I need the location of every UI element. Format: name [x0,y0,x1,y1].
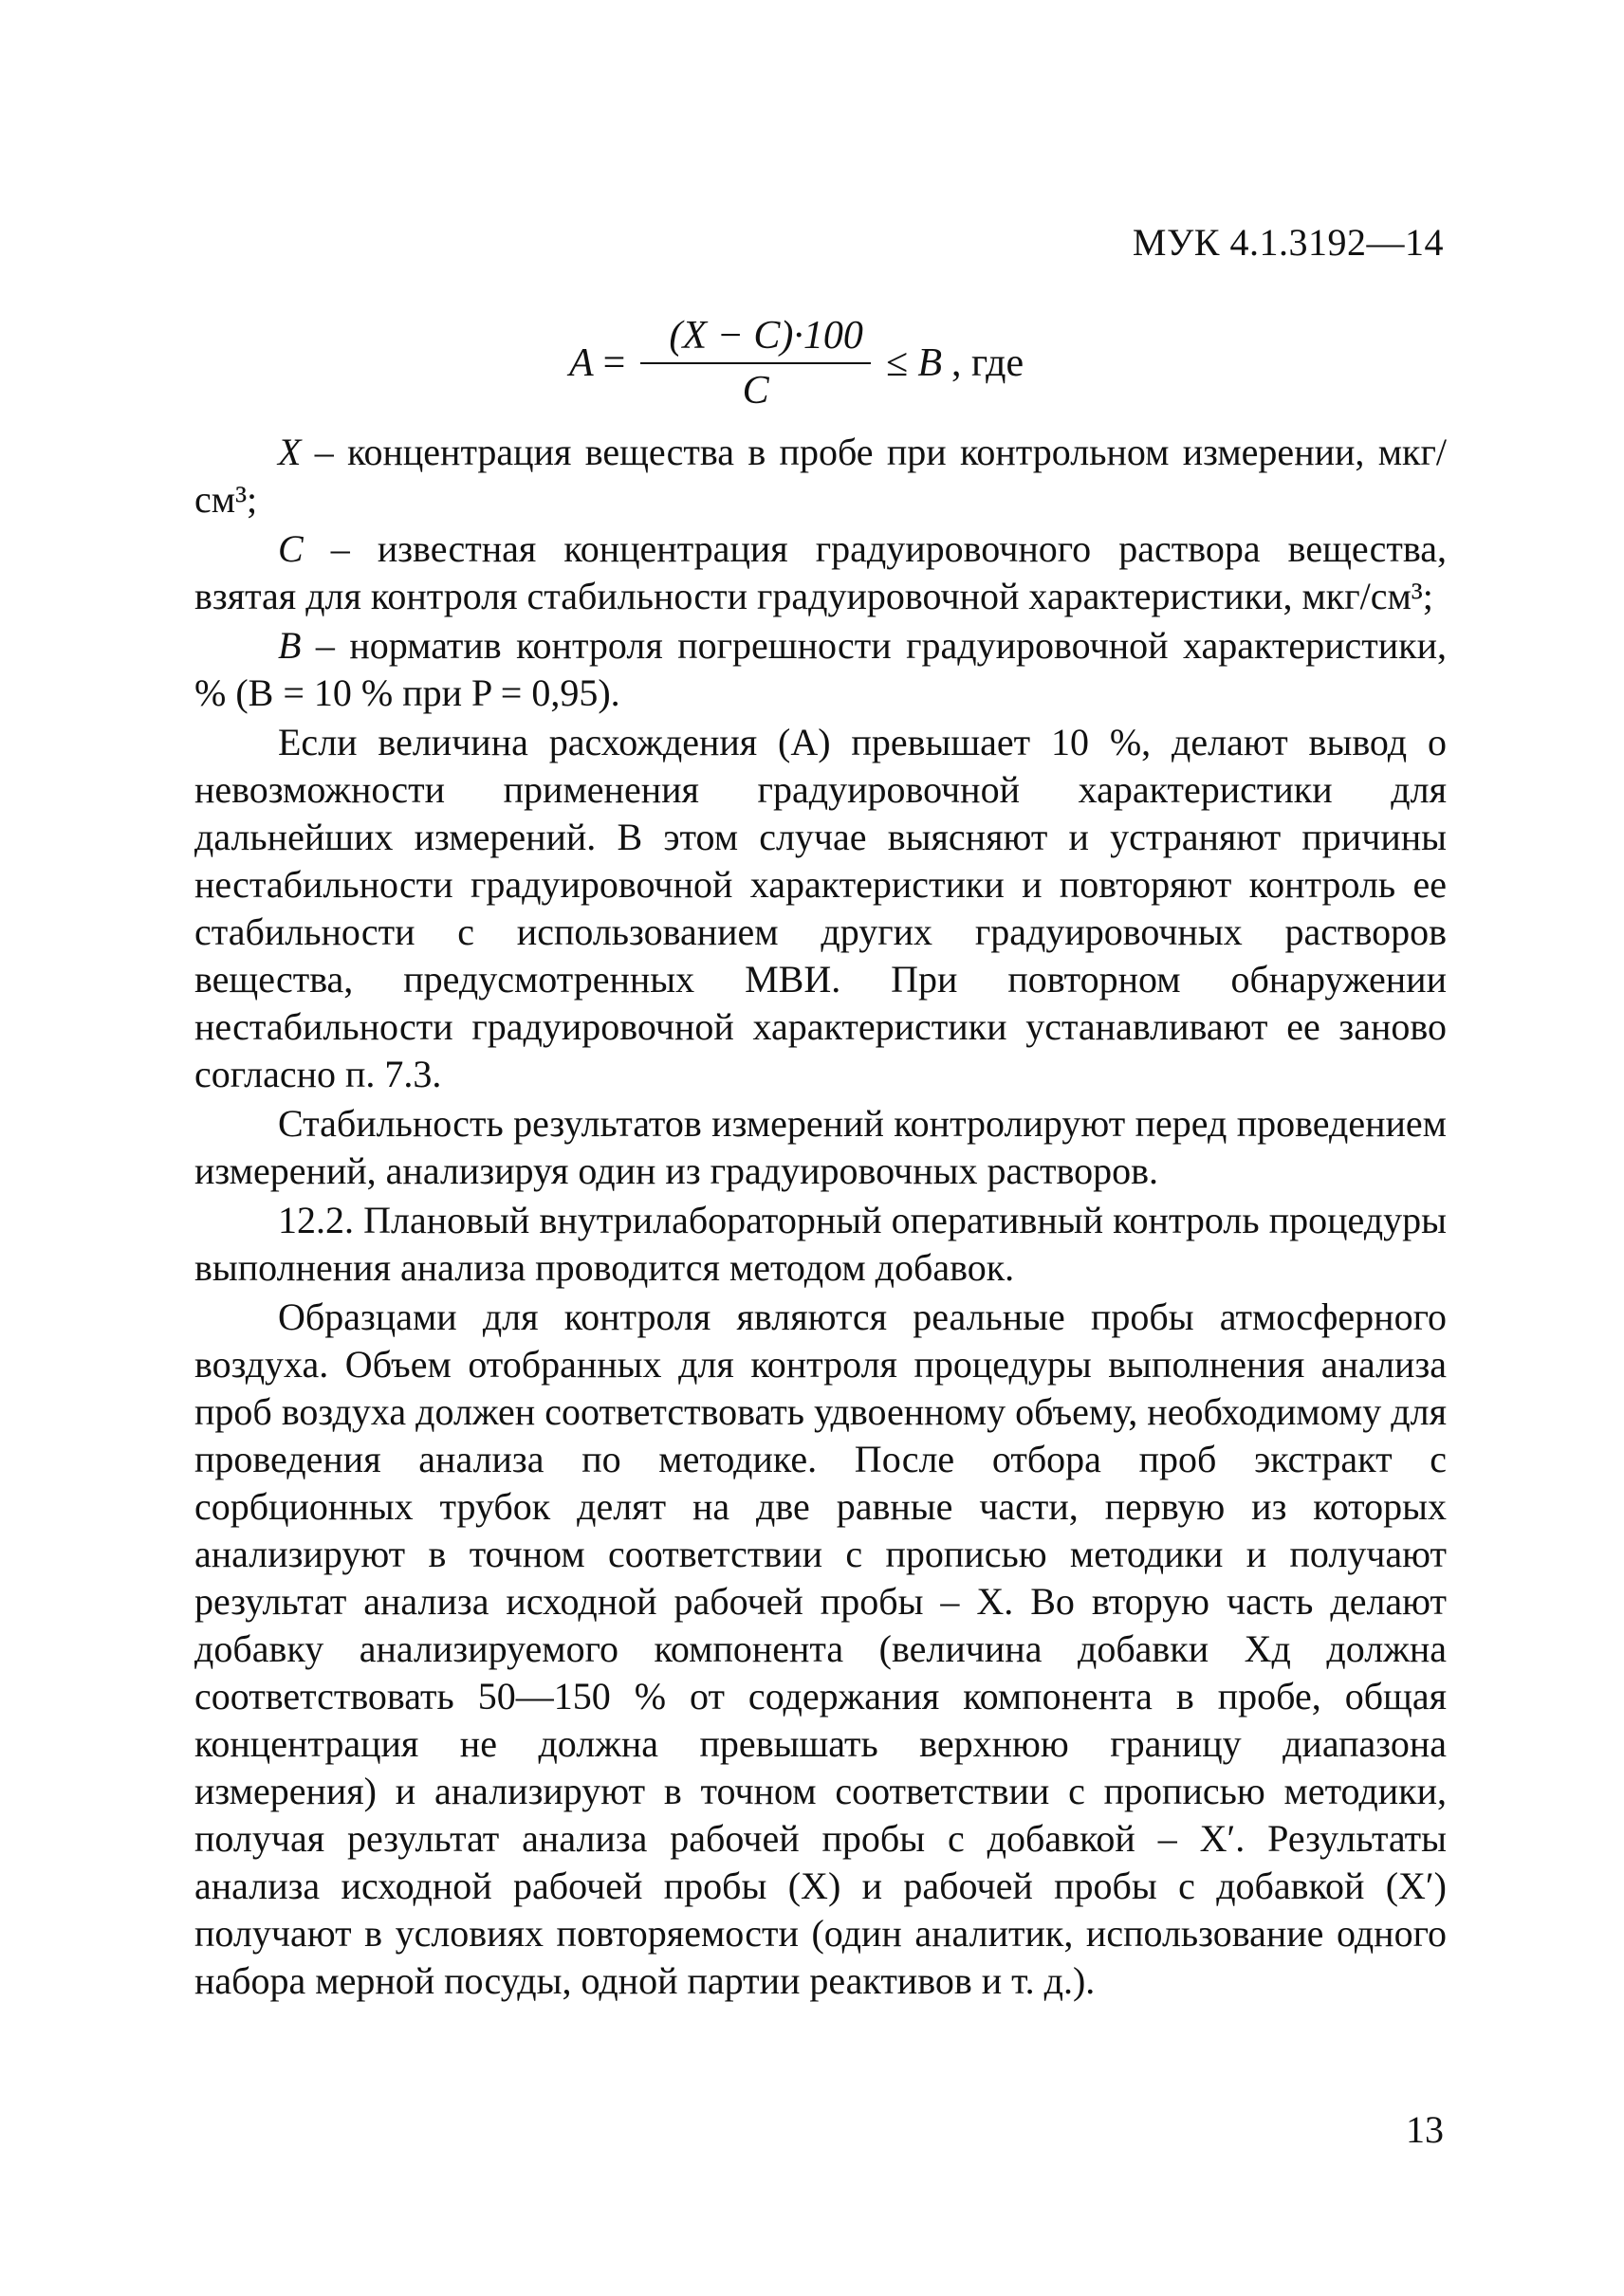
definition-symbol: X [278,431,302,473]
definition-text: – концентрация вещества в пробе при контрольном измерении, мкг/см³; [194,431,1447,521]
definition-b [194,622,1447,717]
formula-equals: = [602,341,626,385]
formula-fraction [640,313,870,413]
document-body [194,429,1447,2005]
definition-c [194,525,1447,620]
formula-numerator: (X − C)·100 [640,313,870,364]
paragraph-stability: Стабильность результатов измерений контролируют перед проведением измерений, анализируя один из градуировочных растворов. [194,1102,1447,1192]
definition-x [194,429,1447,523]
paragraph-12-2: 12.2. Плановый внутрилабораторный оперативный контроль процедуры выполнения анализа проводится методом добавок. [194,1199,1447,1289]
paragraph-samples: Образцами для контроля являются реальные пробы атмосферного воздуха. Объем отобранных для контроля процедуры выполнения анализа проб воздуха должен соответствовать удвоенному объему, необходимому для проведения анализа по методике. После отбора проб экстракт с сорбционных трубок делят на две равные части, первую из которых анализируют в точном соответствии с прописью методики и получают результат анализа исходной рабочей пробы – X. Во вторую часть делают добавку анализируемого компонента (величина добавки Xд должна соответствовать 50—150 % от содержания компонента в пробе, общая концентрация не должна превышать верхнюю границу диапазона измерения) и анализируют в точном соответствии с прописью методики, получая результат анализа рабочей пробы с добавкой – X′. Результаты анализа исходной рабочей пробы (X) и рабочей пробы с добавкой (X′) получают в условиях повторяемости (один аналитик, использование одного набора мерной посуды, одной партии реактивов и т. д.). [194,1295,1447,2002]
formula-suffix: , где [951,341,1024,385]
definition-symbol: C [278,527,304,570]
formula-relation: ≤ B [885,341,943,385]
page-number: 13 [1406,2108,1444,2151]
definition-symbol: B [278,624,302,667]
document-code-header: МУК 4.1.3192—14 [1132,221,1444,264]
paragraph-discrepancy: Если величина расхождения (A) превышает 10 %, делают вывод о невозможности применения градуировочной характеристики для дальнейших измерений. В этом случае выясняют и устраняют причины нестабильности градуировочной характеристики и повторяют контроль ее стабильности с использованием других градуировочных растворов вещества, предусмотренных МВИ. При повторном обнаружении нестабильности градуировочной характеристики устанавливают ее заново согласно п. 7.3. [194,721,1447,1095]
formula-denominator: C [742,369,769,413]
formula-lhs: A [569,341,594,385]
definition-text: – известная концентрация градуировочного раствора вещества, взятая для контроля стабильности градуировочной характеристики, мкг/см³; [194,527,1447,617]
definition-text: – норматив контроля погрешности градуировочной характеристики, % (B = 10 % при P = 0,95). [194,624,1447,714]
formula [569,313,1024,413]
